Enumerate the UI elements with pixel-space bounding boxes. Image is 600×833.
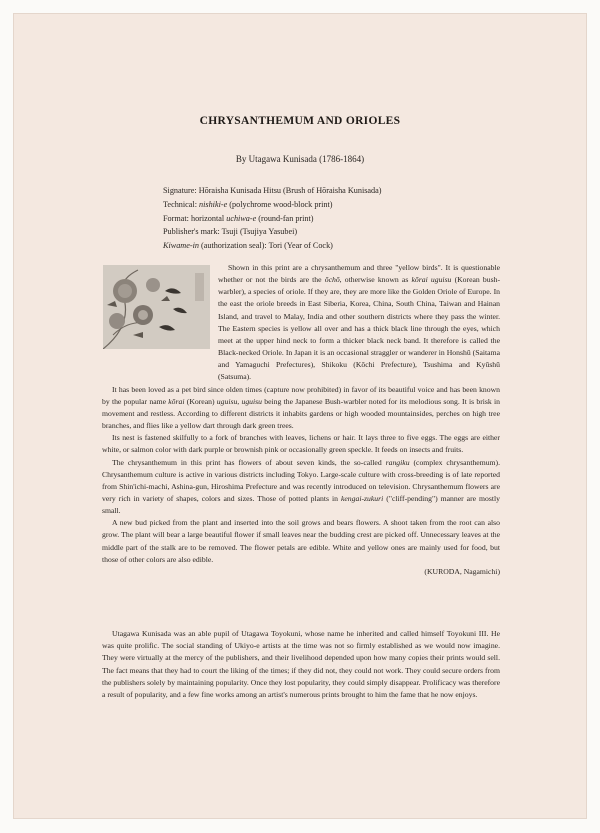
publisher-line: Publisher's mark: Tsuji (Tsujiya Yasubei)	[163, 227, 298, 237]
signature-line: Signature: Hōraisha Kunisada Hitsu (Brush of Hōraisha Kunisada)	[163, 186, 382, 195]
document-title: CHRYSANTHEMUM AND ORIOLES	[199, 115, 401, 127]
format-line: Format: horizontal uchiwa-e (round-fan print)	[163, 213, 314, 223]
paragraph-1: Shown in this print are a chrysanthemum and three "yellow birds". It is questionable whether or not the birds are the ōchō, otherwise known as kōrai uguisu (Korean bush-warbler), a species of oriole. If they are, they are more like the Golden Oriole of Europe. In the east the oriole breeds in East Siberia, Korea, China, South China, Taiwan and Hainan Island, and travel to Malay, India and other southern districts where they pass the winter. The Eastern species is yellow all over and has a thick black line through the eyes, which meet at the upper hind neck to form a thicker black neck band. It therefore is called the Black-necked Oriole. In Japan it is an occasional straggler or wanderer in Honshū (Saitama and Yamaguchi Prefectures), Shikoku (Kōchi Prefecture), Tsushima and Kyūshū (Satsuma).	[218, 263, 501, 382]
technical-line: Technical: nishiki-e (polychrome wood-block print)	[163, 199, 333, 209]
essay-text	[102, 262, 500, 578]
paragraph-4: The chrysanthemum in this print has flowers of about seven kinds, the so-called rangiku (complex chrysanthemum). Chrysanthemum culture is active in various districts including Tokyo. Large-scale culture with cross-breeding is of late reported from Shin'ichi-machi, Ashina-gun, Hiroshima Prefecture and was recently introduced on television. Chrysanthemum flowers are very rich in variety of shapes, colors and sizes. Those of potted plants in kengai-zukuri ("cliff-pending") manner are mostly small.	[102, 457, 500, 516]
artist-biography	[102, 628, 500, 701]
document-sheet	[14, 14, 586, 818]
seal-line: Kiwame-in (authorization seal): Tori (Year of Cock)	[163, 241, 333, 251]
paragraph-2: It has been loved as a pet bird since olden times (capture now prohibited) in favor of its beautiful voice and has been known by the popular name kōrai (Korean) uguisu, uguisu being the Japanese Bush-warbler noted for its melodious song. It is brisk in movement and restless. According to different districts it inhabits gardens or high wooded mountainsides, perches on high tree branches, and flies like a yellow dart through dark green trees.	[102, 384, 500, 431]
author-credit: (KURODA, Nagamichi)	[424, 566, 500, 576]
biography-paragraph: Utagawa Kunisada was an able pupil of Utagawa Toyokuni, whose name he inherited and called himself Toyokuni III. He was quite prolific. The social standing of Ukiyo-e artists at the time was not so firmly established as we would now imagine. They were virtually at the mercy of the publishers, and their livelihood depended upon how many copies their prints would sell. The fact means that they had to court the liking of the times; if they did not, they could not work. They could secure orders from the publishers solely by maintaining popularity. Once they lost popularity, they could simply disappear. Prolificacy was therefore a result of popularity, and a few fine works among an artist's numerous prints brought to him the fame that he now enjoys.	[102, 629, 500, 700]
byline: By Utagawa Kunisada (1786-1864)	[235, 154, 365, 164]
print-metadata	[163, 184, 463, 253]
paragraph-5: A new bud picked from the plant and inserted into the soil grows and bears flowers. A shoot taken from the root can also grow. The plant will bear a large beautiful flower if small leaves near the budding crest are picked off. Unnecessary leaves at the middle part of the stalk are to be removed. The flower petals are edible. White and yellow ones are mainly used for food, but those of other colors are also edible.	[102, 518, 500, 564]
image-float-spacer	[102, 262, 218, 372]
paragraph-3: Its nest is fastened skilfully to a fork of branches with leaves, lichens or hair. It lays three to five eggs. The eggs are either white, or salmon color with dark purple or brownish pink or occasionally green speckle. It feeds on insects and fruits.	[102, 433, 500, 455]
